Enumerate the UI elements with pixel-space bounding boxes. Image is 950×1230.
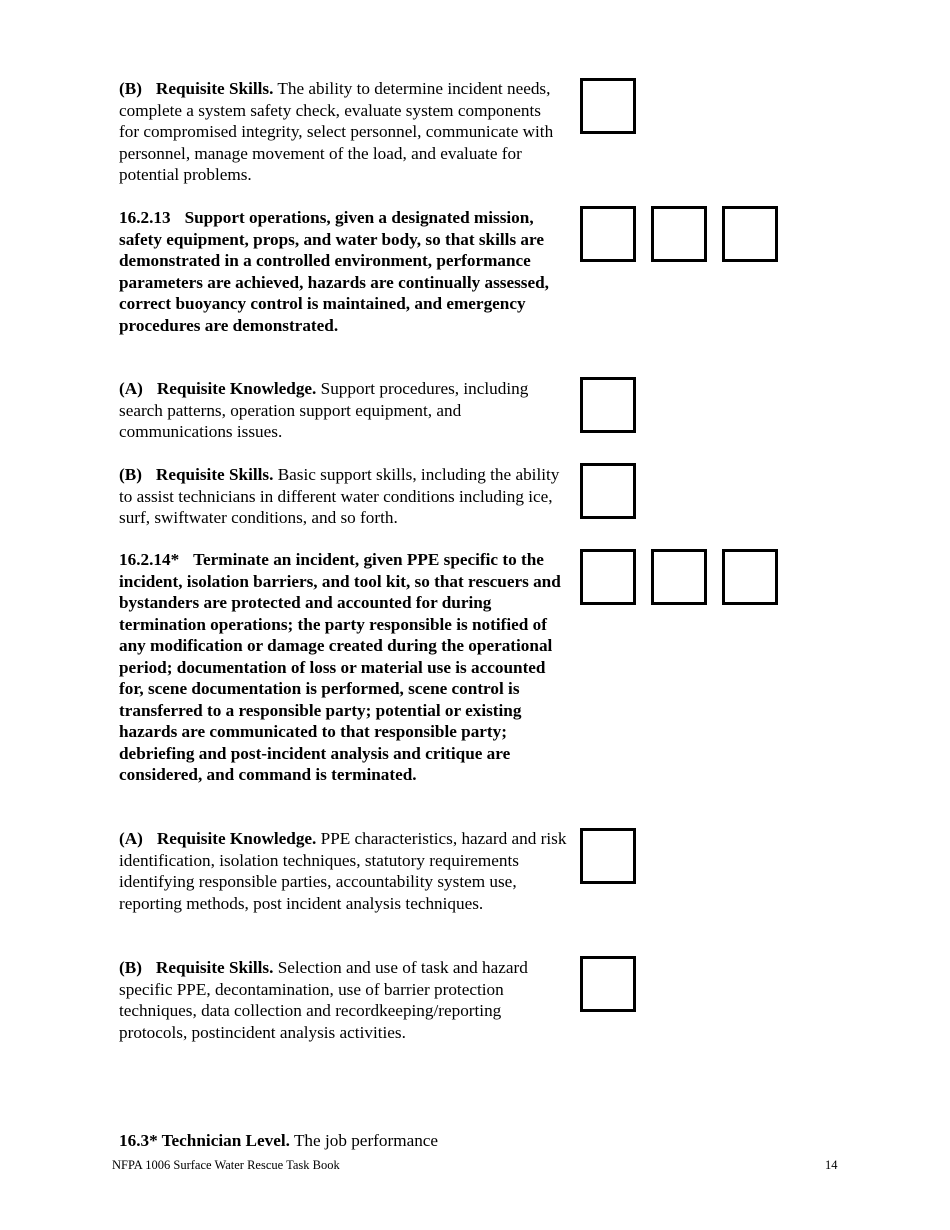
signoff-boxes	[580, 78, 636, 134]
signoff-boxes	[580, 956, 636, 1012]
item-tag: (A)	[119, 829, 143, 848]
item-text: The ability to determine incident needs, complete a system safety check, evaluate system components for compromised integrity, select personnel, communicate with personnel, manage movement of the load, and evaluate for potential problems.	[119, 79, 554, 184]
checkbox[interactable]	[722, 549, 778, 605]
checkbox[interactable]	[580, 956, 636, 1012]
item-tag: (B)	[119, 958, 142, 977]
item-text: Selection and use of task and hazard specific PPE, decontamination, use of barrier protection techniques, data collection and recordkeeping/reporting protocols, postincident analysis activities.	[119, 958, 528, 1042]
signoff-boxes	[580, 463, 636, 519]
item-heading: Requisite Skills.	[155, 465, 274, 484]
checkbox[interactable]	[580, 549, 636, 605]
checkbox[interactable]	[580, 828, 636, 884]
item-tag: 16.2.14*	[119, 550, 180, 569]
item-tag: (B)	[119, 79, 142, 98]
checkbox[interactable]	[580, 78, 636, 134]
item-heading: Requisite Skills.	[155, 958, 274, 977]
item-tag: (A)	[119, 379, 143, 398]
checkbox[interactable]	[580, 206, 636, 262]
checkbox[interactable]	[722, 206, 778, 262]
item-heading: Support operations, given a designated mission, safety equipment, props, and water body, so that skills are demonstrated in a controlled environment, performance parameters are achieved, hazards are continually assessed, correct buoyancy control is maintained, and emergency procedures are demonstrated.	[119, 208, 549, 335]
item-heading: Requisite Knowledge.	[156, 829, 317, 848]
requisite-knowledge-paragraph	[119, 378, 564, 443]
item-heading: Terminate an incident, given PPE specific to the incident, isolation barriers, and tool kit, so that rescuers and bystanders are protected and accounted for during termination operations; the party responsible is notified of any modification or damage created during the operational period; documentation of loss or material use is accounted for, scene documentation is performed, scene control is transferred to a responsible party; potential or existing hazards are communicated to that responsible party; debriefing and post-incident analysis and critique are considered, and command is terminated.	[119, 550, 561, 784]
checkbox[interactable]	[580, 377, 636, 433]
checkbox[interactable]	[580, 463, 636, 519]
item-text: Support procedures, including search patterns, operation support equipment, and communications issues.	[119, 379, 529, 441]
signoff-boxes	[580, 549, 778, 605]
signoff-boxes	[580, 206, 778, 262]
item-text: PPE characteristics, hazard and risk identification, isolation techniques, statutory requirements identifying responsible parties, accountability system use, reporting methods, post incident analysis techniques.	[119, 829, 567, 913]
item-heading: Requisite Knowledge.	[156, 379, 317, 398]
section-16-2-13	[119, 207, 564, 336]
requisite-skills-paragraph	[119, 78, 564, 186]
section-text: The job performance	[293, 1131, 439, 1150]
item-text: Basic support skills, including the ability to assist technicians in different water conditions including ice, surf, swiftwater conditions, and so forth.	[119, 465, 560, 527]
page-number: 14	[825, 1158, 838, 1172]
checkbox[interactable]	[651, 206, 707, 262]
signoff-boxes	[580, 377, 636, 433]
section-16-2-14	[119, 549, 567, 786]
item-tag: (B)	[119, 465, 142, 484]
section-heading: 16.3* Technician Level.	[119, 1131, 290, 1150]
item-heading: Requisite Skills.	[155, 79, 274, 98]
checkbox[interactable]	[651, 549, 707, 605]
signoff-boxes	[580, 828, 636, 884]
item-tag: 16.2.13	[119, 208, 171, 227]
requisite-skills-paragraph	[119, 957, 564, 1043]
footer-title: NFPA 1006 Surface Water Rescue Task Book	[112, 1158, 340, 1172]
technician-level-heading	[119, 1130, 619, 1152]
requisite-skills-paragraph	[119, 464, 564, 529]
requisite-knowledge-paragraph	[119, 828, 567, 914]
